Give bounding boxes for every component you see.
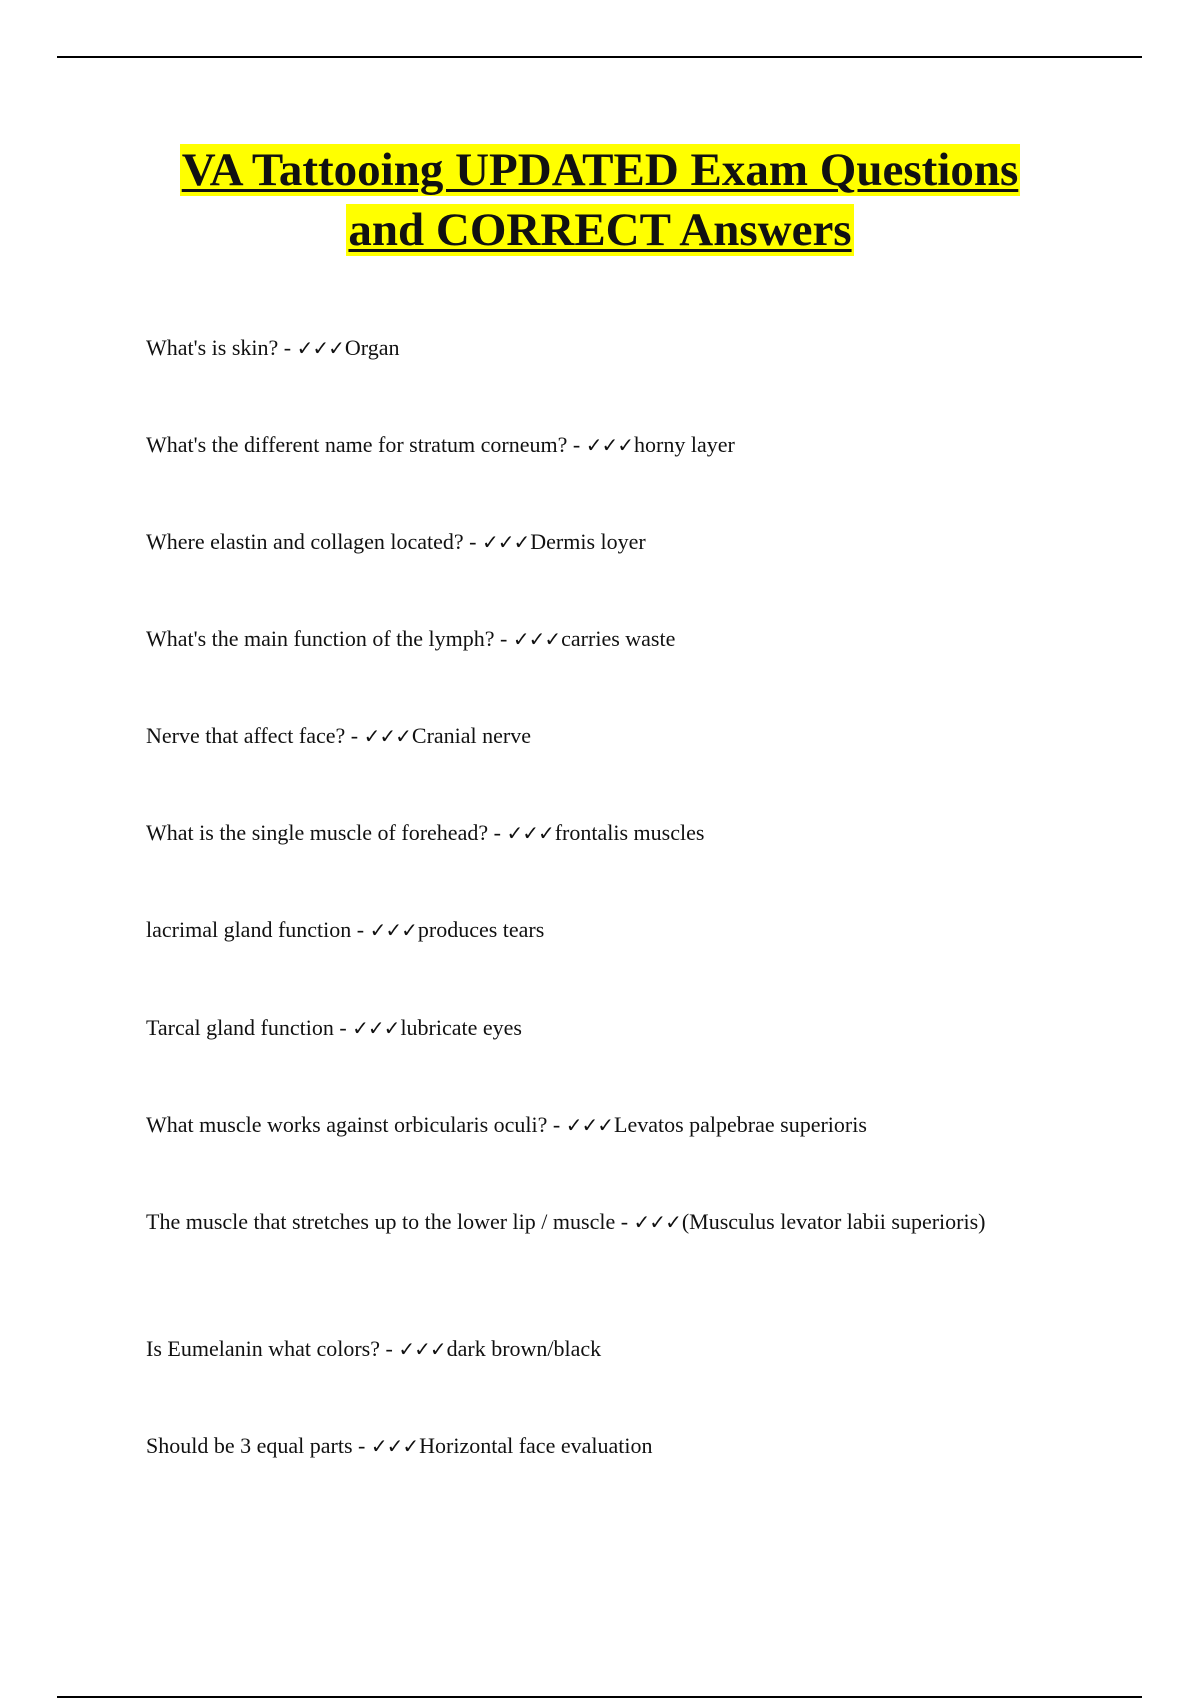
question-text: What's the main function of the lymph? [146, 626, 495, 651]
qa-item [146, 1430, 1006, 1462]
separator: - [351, 917, 370, 942]
separator: - [352, 1433, 371, 1458]
qa-item [146, 1109, 1006, 1141]
separator: - [345, 723, 364, 748]
qa-item [146, 720, 1006, 752]
answer-text: lubricate eyes [400, 1015, 522, 1040]
qa-item [146, 1012, 1006, 1044]
separator: - [333, 1015, 353, 1040]
check-icon: ✓✓✓ [369, 918, 417, 942]
question-text: What's the different name for stratum corneum? [146, 432, 568, 457]
question-text: The muscle that stretches up to the lower lip / muscle [146, 1209, 616, 1234]
qa-item [146, 526, 1006, 558]
separator: - [615, 1209, 634, 1234]
separator: - [463, 529, 482, 554]
check-icon: ✓✓✓ [585, 433, 634, 457]
separator: - [567, 432, 586, 457]
qa-item [146, 914, 1006, 946]
answer-text: carries waste [561, 626, 676, 651]
title-line-1: VA Tattooing UPDATED Exam Questions [181, 144, 1019, 196]
question-text: Where elastin and collagen located? [146, 529, 464, 554]
question-text: What's is skin? [146, 335, 279, 360]
question-text: Nerve that affect face? [146, 723, 346, 748]
separator: - [488, 820, 507, 845]
answer-text: Cranial nerve [411, 723, 531, 748]
bottom-rule [57, 1696, 1142, 1698]
question-text: lacrimal gland function [146, 917, 352, 942]
question-text: What muscle works against orbicularis oculi? [146, 1112, 548, 1137]
check-icon: ✓✓✓ [363, 724, 411, 748]
qa-item [146, 1333, 1006, 1365]
answer-text: Levatos palpebrae superioris [614, 1112, 867, 1137]
check-icon: ✓✓✓ [481, 530, 530, 554]
check-icon: ✓✓✓ [512, 627, 561, 651]
answer-text: horny layer [634, 432, 735, 457]
question-text: Should be 3 equal parts [146, 1433, 353, 1458]
check-icon: ✓✓✓ [398, 1337, 446, 1361]
separator: - [380, 1336, 399, 1361]
separator: - [547, 1112, 566, 1137]
answer-text: dark brown/black [446, 1336, 602, 1361]
question-text: Is Eumelanin what colors? [146, 1336, 380, 1361]
qa-item [146, 429, 1006, 461]
qa-item [146, 1206, 1006, 1238]
question-text: What is the single muscle of forehead? [146, 820, 489, 845]
answer-text: produces tears [417, 917, 545, 942]
question-text: Tarcal gland function [146, 1015, 334, 1040]
answer-text: (Musculus levator labii superioris) [681, 1209, 986, 1234]
check-icon: ✓✓✓ [506, 821, 554, 845]
qa-item [146, 332, 1006, 364]
answer-text: Organ [344, 335, 400, 360]
check-icon: ✓✓✓ [565, 1113, 613, 1137]
qa-item [146, 623, 1006, 655]
check-icon: ✓✓✓ [370, 1434, 419, 1458]
check-icon: ✓✓✓ [296, 336, 344, 360]
separator: - [278, 335, 297, 360]
answer-text: frontalis muscles [554, 820, 705, 845]
check-icon: ✓✓✓ [633, 1210, 681, 1234]
qa-item [146, 817, 1006, 849]
answer-text: Dermis loyer [530, 529, 646, 554]
title-line-2: and CORRECT Answers [348, 204, 852, 256]
answer-text: Horizontal face evaluation [419, 1433, 653, 1458]
separator: - [494, 626, 513, 651]
check-icon: ✓✓✓ [352, 1016, 400, 1040]
